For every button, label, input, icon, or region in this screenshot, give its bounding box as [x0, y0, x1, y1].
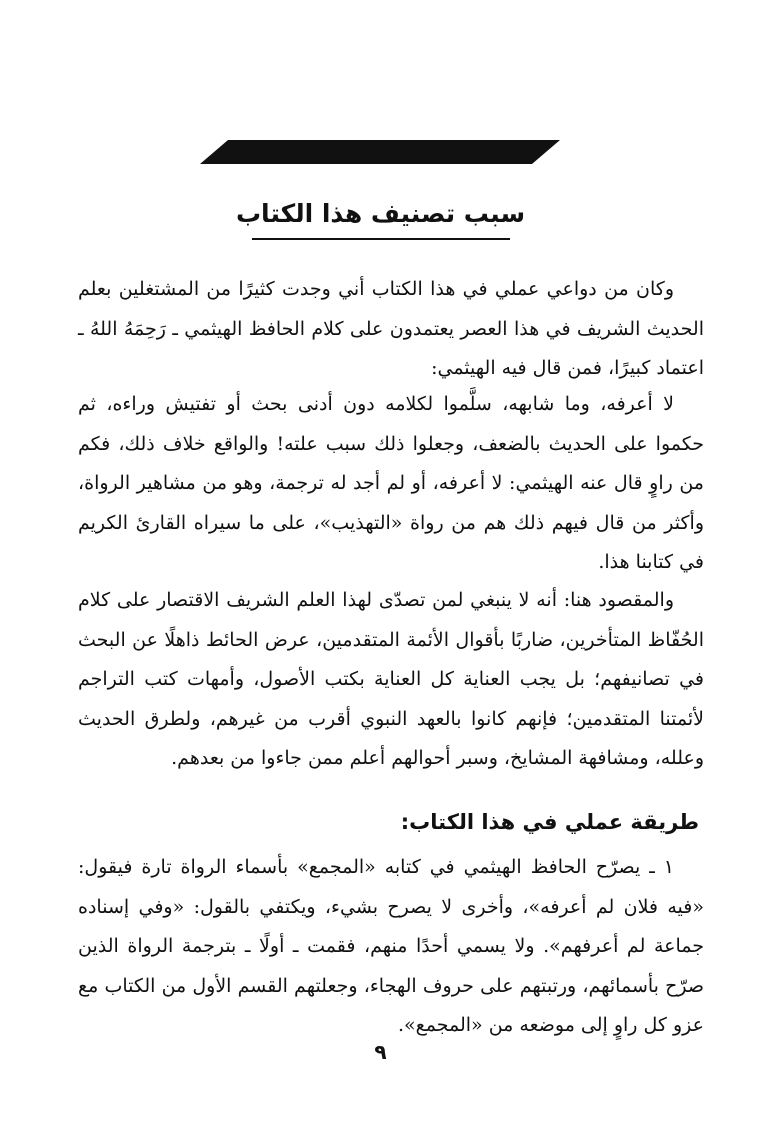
- title-underline: [252, 238, 510, 240]
- chapter-ornament-bar: [200, 138, 560, 166]
- section-heading: طريقة عملي في هذا الكتاب:: [400, 810, 699, 834]
- method-paragraph: ١ ـ يصرّح الحافظ الهيثمي في كتابه «المجمع» بأسماء الرواة تارة فيقول: «فيه فلان لم أعرفه»، وأخرى لا يصرح بشيء، ويكتفي بالقول: «وفي إسناده جماعة لم أعرفهم». ولا يسمي أحدًا منهم، فقمت ـ أولًا ـ بترجمة الرواة الذين صرّح بأسمائهم، ورتبتهم على حروف الهجاء، وجعلتهم القسم الأول من الكتاب مع عزو كل راوٍ إلى موضعه من «المجمع».: [78, 856, 704, 1036]
- page-number: ٩: [374, 1040, 387, 1064]
- purpose-paragraph: والمقصود هنا: أنه لا ينبغي لمن تصدّى لهذا العلم الشريف الاقتصار على كلام الحُفّاظ المتأخرين، ضاربًا بأقوال الأئمة المتقدمين، عرض الحائط ذاهلًا عن البحث في تصانيفهم؛ بل يجب العناية كل العناية بكتب الأصول، وأمهات كتب التراجم لأئمتنا المتقدمين؛ فإنهم كانوا بالعهد النبوي أقرب من غيرهم، ولطرق الحديث وعلله، ومشافهة المشايخ، وسبر أحوالهم أعلم ممن جاءوا من بعدهم.: [78, 589, 704, 769]
- intro-paragraph: وكان من دواعي عملي في هذا الكتاب أني وجدت كثيرًا من المشتغلين بعلم الحديث الشريف في هذا العصر يعتمدون على كلام الحافظ الهيثمي ـ رَحِمَهُ اللهُ ـ اعتماد كبيرًا، فمن قال فيه الهيثمي:: [78, 278, 704, 379]
- quote-paragraph: لا أعرفه، وما شابهه، سلَّموا لكلامه دون أدنى بحث أو تفتيش وراءه، ثم حكموا على الحديث بالضعف، وجعلوا ذلك سبب علته! والواقع خلاف ذلك، فكم من راوٍ قال عنه الهيثمي: لا أعرفه، أو لم أجد له ترجمة، وهو من مشاهير الرواة، وأكثر من قال فيهم ذلك هم من رواة «التهذيب»، على ما سيراه القارئ الكريم في كتابنا هذا.: [78, 393, 704, 573]
- chapter-title: سبب تصنيف هذا الكتاب: [235, 199, 526, 228]
